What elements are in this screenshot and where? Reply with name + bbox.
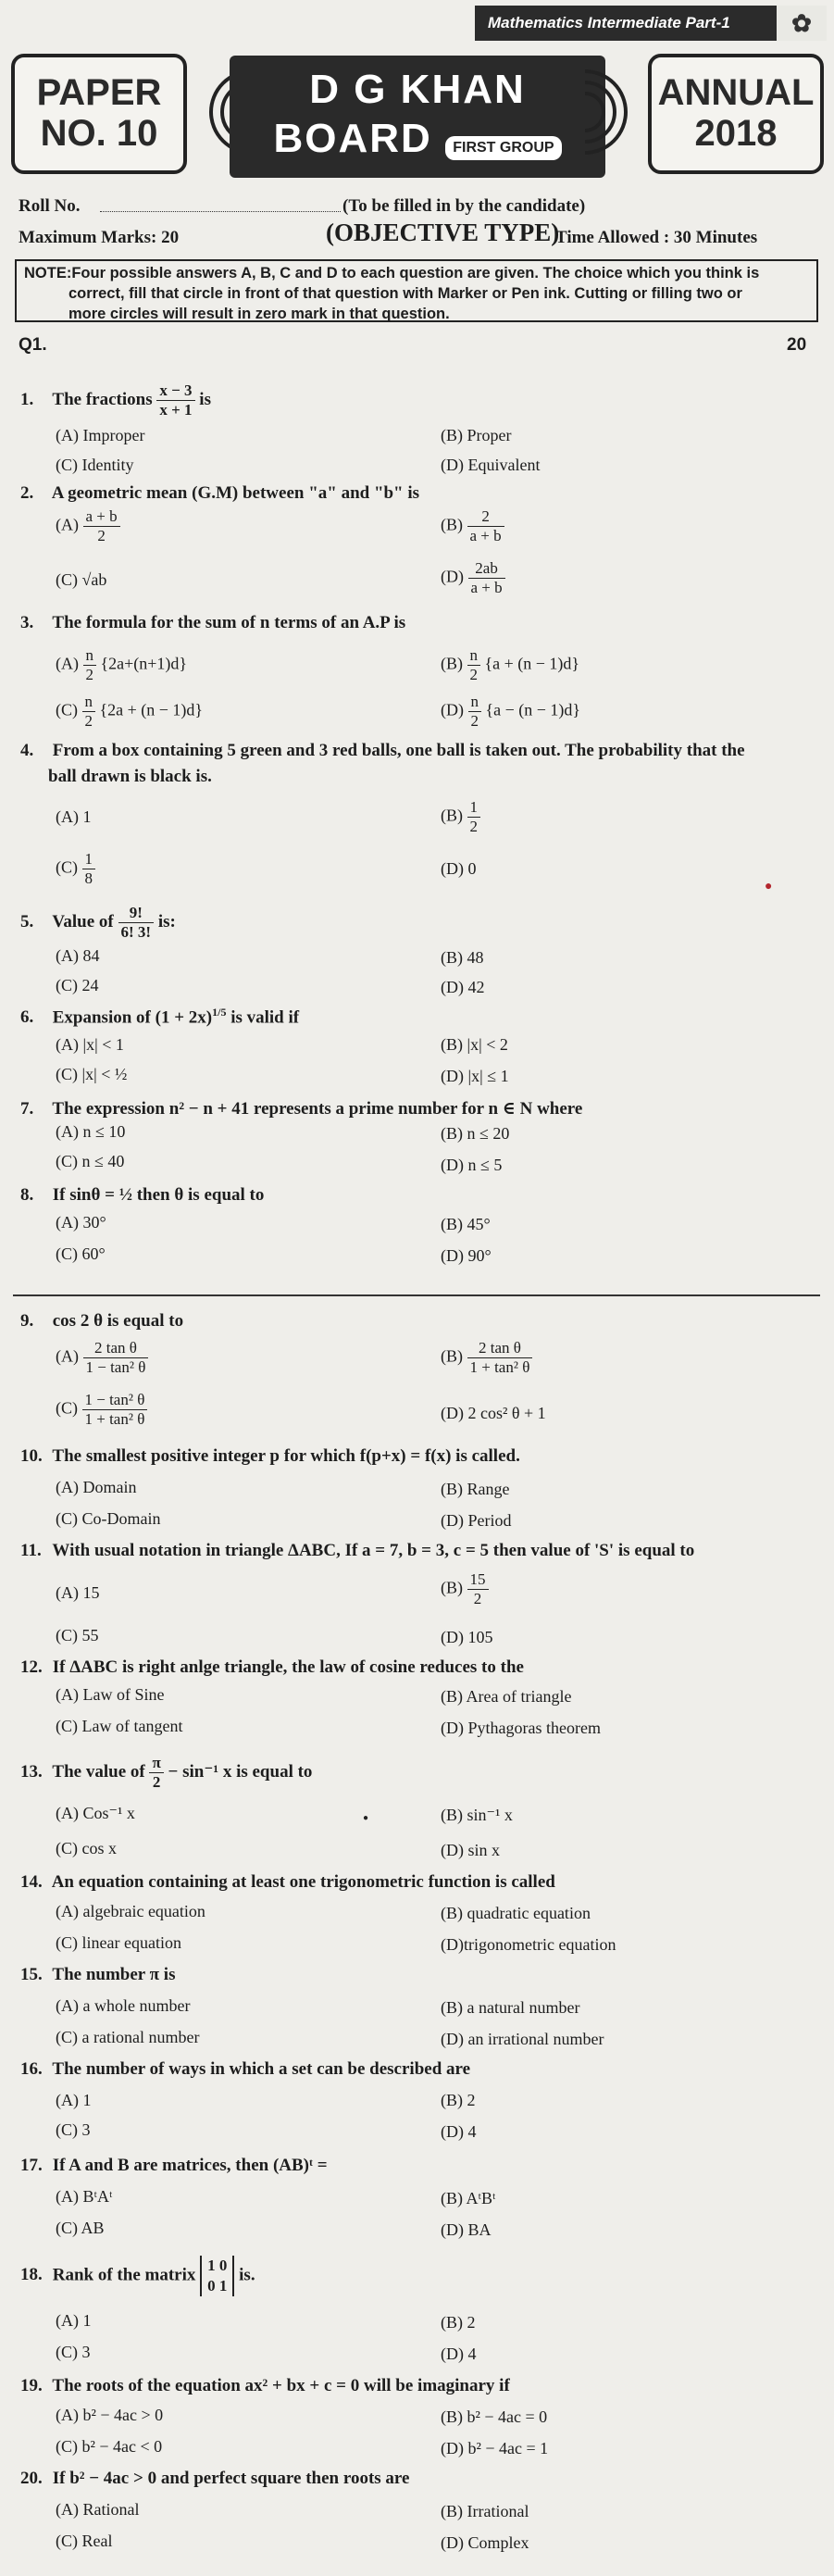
- question-4: [20, 741, 745, 761]
- option-d[interactable]: (D) Complex: [441, 2533, 529, 2552]
- option-letter: (C): [56, 700, 78, 719]
- option-letter: (B): [441, 1578, 463, 1597]
- option-a[interactable]: (A) 30°: [56, 1213, 106, 1232]
- option-b[interactable]: (B) 2: [441, 2091, 476, 2109]
- option-c[interactable]: [56, 850, 95, 888]
- option-d[interactable]: (D) |x| ≤ 1: [441, 1067, 509, 1085]
- question-number: 17.: [20, 2156, 43, 2175]
- option-a[interactable]: (A) Improper: [56, 426, 145, 444]
- question-2: [20, 483, 419, 504]
- fraction-numerator: 15: [467, 1570, 489, 1590]
- option-letter: (B): [441, 654, 463, 673]
- annual-year: 2018: [694, 113, 778, 154]
- option-a[interactable]: [56, 1339, 148, 1377]
- option-a[interactable]: (A) Domain: [56, 1478, 137, 1496]
- option-b[interactable]: [441, 1339, 532, 1377]
- option-d[interactable]: (D) BA: [441, 2220, 492, 2239]
- question-11: [20, 1541, 694, 1561]
- rings-right-icon: [585, 61, 650, 163]
- option-a[interactable]: (A) 84: [56, 946, 100, 965]
- option-b[interactable]: (B) Proper: [441, 426, 512, 444]
- option-a[interactable]: (A) b² − 4ac > 0: [56, 2406, 164, 2424]
- fraction-denominator: 2: [152, 1773, 161, 1791]
- option-b[interactable]: (B) 2: [441, 2313, 476, 2332]
- option-b[interactable]: (B) 45°: [441, 1215, 491, 1233]
- question-10: [20, 1446, 520, 1467]
- option-b[interactable]: [441, 1570, 489, 1608]
- note-line: correct, fill that circle in front of that question with Marker or Pen ink. Cutting or filling two or: [68, 285, 742, 302]
- option-letter: (A): [56, 515, 79, 534]
- fraction-numerator: π: [149, 1754, 163, 1773]
- option-letter: (B): [441, 1346, 463, 1366]
- option-letter: (A): [56, 1346, 79, 1366]
- option-b[interactable]: (B) n ≤ 20: [441, 1124, 510, 1143]
- option-c[interactable]: (C) 60°: [56, 1244, 106, 1263]
- note-line: NOTE:Four possible answers A, B, C and D to each question are given. The choice which you think is: [24, 265, 760, 281]
- subject-tab-label: Mathematics Intermediate Part-1: [488, 14, 730, 31]
- section-divider: [13, 1294, 820, 1296]
- board-banner: [230, 56, 605, 178]
- option-text: {a − (n − 1)d}: [485, 700, 581, 719]
- option-d[interactable]: [441, 693, 580, 731]
- option-a[interactable]: (A) |x| < 1: [56, 1035, 124, 1054]
- subject-tab: [475, 6, 827, 41]
- question-text: If A and B are matrices, then (AB)ᵗ =: [52, 2156, 328, 2175]
- option-d[interactable]: [441, 559, 505, 597]
- option-d[interactable]: (D) 2 cos² θ + 1: [441, 1404, 546, 1422]
- matrix-row: 0 1: [207, 2277, 228, 2295]
- fraction-numerator: 9!: [118, 904, 155, 923]
- option-d[interactable]: (D) 42: [441, 978, 485, 996]
- fraction-denominator: 1 − tan² θ: [85, 1358, 146, 1376]
- option-b[interactable]: (B) AᵗBᵗ: [441, 2189, 496, 2207]
- question-text: Rank of the matrix: [52, 2265, 196, 2285]
- question-text: The smallest positive integer p for which f(p+x) = f(x) is called.: [52, 1446, 520, 1466]
- fraction-numerator: 2 tan θ: [467, 1339, 533, 1358]
- option-b[interactable]: [441, 646, 579, 684]
- fraction-numerator: a + b: [83, 507, 120, 527]
- exponent: 1/5: [212, 1006, 227, 1019]
- option-b[interactable]: [441, 507, 504, 545]
- option-letter: (B): [441, 515, 463, 534]
- option-b[interactable]: (B) b² − 4ac = 0: [441, 2407, 548, 2426]
- question-text: An equation containing at least one trigonometric function is called: [51, 1872, 555, 1892]
- question-number: 5.: [20, 911, 34, 932]
- question-number: 8.: [20, 1185, 34, 1205]
- candidate-note: (To be filled in by the candidate): [342, 196, 586, 216]
- fraction-denominator: 2: [97, 527, 106, 544]
- option-a[interactable]: (A) 1: [56, 807, 92, 826]
- fraction-denominator: 2: [85, 666, 93, 683]
- paper-number: NO. 10: [40, 113, 158, 154]
- fraction-denominator: 1 + tan² θ: [84, 1410, 145, 1428]
- question-text: The fractions: [52, 389, 153, 409]
- option-a[interactable]: [56, 646, 187, 684]
- option-d[interactable]: (D) 105: [441, 1628, 493, 1646]
- question-text-tail: is:: [157, 911, 176, 932]
- question-label: Q1.: [19, 335, 47, 355]
- option-letter: (D): [441, 700, 464, 719]
- question-19: [20, 2376, 510, 2396]
- question-text-tail: is: [199, 389, 211, 409]
- option-b[interactable]: (B) Irrational: [441, 2502, 529, 2520]
- option-c[interactable]: (C) 55: [56, 1626, 99, 1644]
- question-number: 3.: [20, 613, 34, 632]
- option-c[interactable]: (C) Law of tangent: [56, 1717, 183, 1735]
- question-number: 9.: [20, 1311, 34, 1331]
- option-c[interactable]: (C) AB: [56, 2219, 105, 2237]
- fraction-numerator: 2ab: [468, 559, 505, 579]
- fraction-numerator: n: [467, 646, 481, 666]
- option-b[interactable]: (B) Area of triangle: [441, 1687, 572, 1706]
- option-c[interactable]: (C) linear equation: [56, 1933, 181, 1952]
- question-text: cos 2 θ is equal to: [52, 1311, 184, 1331]
- fraction-numerator: 2: [467, 507, 504, 527]
- question-text: The formula for the sum of n terms of an A.P is: [52, 613, 406, 632]
- annual-label: ANNUAL: [657, 72, 815, 113]
- option-b[interactable]: (B) |x| < 2: [441, 1035, 508, 1054]
- option-c[interactable]: (C) a rational number: [56, 2028, 200, 2046]
- option-letter: (B): [441, 806, 463, 825]
- option-b[interactable]: (B) sin⁻¹ x: [441, 1806, 513, 1824]
- question-13: [20, 1754, 312, 1792]
- option-text: {2a + (n − 1)d}: [99, 700, 204, 719]
- option-d[interactable]: (D) sin x: [441, 1841, 500, 1859]
- board-name: D G KHAN: [309, 67, 526, 112]
- option-d[interactable]: (D) 4: [441, 2345, 477, 2363]
- question-14: [20, 1872, 555, 1893]
- question-text: The roots of the equation ax² + bx + c = 0 will be imaginary if: [52, 2376, 510, 2395]
- option-d[interactable]: (D) 90°: [441, 1246, 492, 1265]
- option-c[interactable]: (C) Co-Domain: [56, 1509, 161, 1528]
- option-d[interactable]: (D) an irrational number: [441, 2030, 604, 2048]
- option-c[interactable]: (C) cos x: [56, 1839, 117, 1857]
- option-letter: (D): [441, 567, 464, 586]
- board-label: BOARD: [273, 116, 432, 161]
- fraction-denominator: 1 + tan² θ: [469, 1358, 530, 1376]
- fraction-denominator: a + b: [469, 527, 502, 544]
- option-c[interactable]: (C) 3: [56, 2120, 91, 2139]
- paper-label: PAPER: [36, 72, 162, 113]
- option-a[interactable]: [56, 507, 120, 545]
- question-text: From a box containing 5 green and 3 red balls, one ball is taken out. The probability that the: [52, 741, 745, 760]
- option-a[interactable]: (A) 1: [56, 2311, 92, 2330]
- question-text-tail: is valid if: [230, 1007, 300, 1028]
- note-line: more circles will result in zero mark in that question.: [68, 306, 450, 322]
- option-letter: (C): [56, 1398, 78, 1418]
- fraction-numerator: n: [468, 693, 482, 712]
- option-a[interactable]: (A) Rational: [56, 2500, 140, 2519]
- question-text: The number of ways in which a set can be described are: [52, 2059, 471, 2079]
- question-6: [20, 1006, 299, 1028]
- question-number: 20.: [20, 2469, 43, 2488]
- question-number: 1.: [20, 389, 34, 409]
- question-number: 13.: [20, 1761, 43, 1782]
- question-text-continued: ball drawn is black is.: [48, 767, 212, 786]
- option-text: {a + (n − 1)d}: [484, 654, 580, 673]
- option-a[interactable]: (A) n ≤ 10: [56, 1122, 126, 1141]
- question-text: The value of: [52, 1761, 145, 1782]
- question-number: 10.: [20, 1446, 43, 1466]
- matrix-row: 1 0: [207, 2257, 228, 2274]
- option-a[interactable]: (A) Cos⁻¹ x: [56, 1804, 135, 1822]
- roll-no-label: Roll No.: [19, 196, 81, 216]
- question-9: [20, 1311, 183, 1332]
- question-text-tail: is.: [239, 2265, 255, 2285]
- question-20: [20, 2469, 409, 2489]
- option-d[interactable]: (D) Period: [441, 1511, 512, 1530]
- option-letter: (A): [56, 654, 79, 673]
- option-d[interactable]: (D)trigonometric equation: [441, 1935, 616, 1954]
- question-text: Value of: [52, 911, 114, 932]
- fraction-numerator: 2 tan θ: [83, 1339, 149, 1358]
- question-number: 2.: [20, 483, 34, 503]
- option-a[interactable]: (A) BᵗAᵗ: [56, 2187, 113, 2206]
- question-5: [20, 904, 176, 942]
- fraction-numerator: 1 − tan² θ: [82, 1391, 148, 1410]
- question-text: The number π is: [52, 1965, 176, 1984]
- question-number: 14.: [20, 1872, 43, 1892]
- annual-box: [648, 54, 824, 174]
- option-d[interactable]: (D) Equivalent: [441, 456, 541, 474]
- fraction-denominator: 2: [469, 818, 478, 835]
- question-number: 16.: [20, 2059, 43, 2079]
- question-number: 19.: [20, 2376, 43, 2395]
- question-number: 15.: [20, 1965, 43, 1984]
- total-marks: 20: [787, 335, 807, 355]
- fraction-numerator: x − 3: [156, 381, 194, 401]
- question-text: If b² − 4ac > 0 and perfect square then roots are: [52, 2469, 410, 2488]
- option-b[interactable]: (B) quadratic equation: [441, 1904, 591, 1922]
- fraction-denominator: x + 1: [159, 401, 193, 419]
- paper-type: (OBJECTIVE TYPE): [326, 219, 560, 246]
- option-a[interactable]: (A) algebraic equation: [56, 1902, 205, 1920]
- question-number: 18.: [20, 2265, 43, 2285]
- option-d[interactable]: (D) 4: [441, 2122, 477, 2141]
- option-a[interactable]: (A) a whole number: [56, 1996, 191, 2015]
- question-number: 4.: [20, 741, 34, 760]
- paper-header: [11, 54, 824, 193]
- option-c[interactable]: (C) |x| < ½: [56, 1065, 128, 1083]
- fraction-denominator: 2: [469, 666, 478, 683]
- option-c[interactable]: (C) n ≤ 40: [56, 1152, 125, 1170]
- option-c[interactable]: [56, 693, 203, 731]
- fraction-numerator: 1: [82, 850, 96, 869]
- question-text: The expression n² − n + 41 represents a prime number for n ∈ N where: [52, 1099, 583, 1119]
- fraction-denominator: 2: [470, 712, 479, 730]
- question-text: If ΔABC is right anlge triangle, the law of cosine reduces to the: [52, 1657, 524, 1677]
- option-a[interactable]: (A) 15: [56, 1583, 100, 1602]
- group-badge: FIRST GROUP: [445, 136, 561, 160]
- question-number: 6.: [20, 1007, 34, 1028]
- option-d[interactable]: (D) Pythagoras theorem: [441, 1719, 601, 1737]
- option-a[interactable]: (A) Law of Sine: [56, 1685, 165, 1704]
- roll-no-line: [100, 211, 341, 212]
- fraction-numerator: 1: [467, 798, 481, 818]
- instructions-note: [15, 259, 818, 322]
- fraction-numerator: n: [82, 693, 96, 712]
- fraction-denominator: a + b: [470, 579, 503, 596]
- question-8: [20, 1185, 264, 1206]
- question-number: 7.: [20, 1099, 34, 1119]
- option-letter: (C): [56, 857, 78, 877]
- question-text: A geometric mean (G.M) between "a" and "b" is: [51, 483, 420, 503]
- option-c[interactable]: (C) 24: [56, 976, 99, 994]
- question-1: [20, 381, 211, 419]
- question-7: [20, 1098, 582, 1119]
- option-c[interactable]: [56, 1391, 147, 1429]
- option-d[interactable]: (D) b² − 4ac = 1: [441, 2439, 549, 2457]
- option-text: {2a+(n+1)d}: [100, 654, 188, 673]
- fraction-denominator: 6! 3!: [120, 923, 152, 941]
- question-18: [20, 2256, 255, 2296]
- option-b[interactable]: (B) Range: [441, 1480, 510, 1498]
- option-b[interactable]: (B) a natural number: [441, 1998, 580, 2017]
- option-b[interactable]: (B) 48: [441, 948, 484, 967]
- option-d[interactable]: (D) n ≤ 5: [441, 1156, 503, 1174]
- option-a[interactable]: (A) 1: [56, 2091, 92, 2109]
- question-number: 12.: [20, 1657, 43, 1677]
- question-text: With usual notation in triangle ΔABC, If a = 7, b = 3, c = 5 then value of 'S' is equal to: [52, 1541, 695, 1560]
- matrix: [200, 2256, 234, 2296]
- option-d[interactable]: (D) 0: [441, 859, 477, 878]
- option-b[interactable]: [441, 798, 480, 836]
- option-c[interactable]: (C) Identity: [56, 456, 134, 474]
- time-allowed: Time Allowed : 30 Minutes: [555, 228, 758, 247]
- marker-dot-icon: ●: [765, 878, 773, 893]
- question-3: [20, 613, 405, 633]
- fraction-denominator: 2: [473, 1590, 482, 1607]
- question-text-tail: − sin⁻¹ x is equal to: [168, 1761, 313, 1782]
- question-12: [20, 1657, 524, 1678]
- question-text: If sinθ = ½ then θ is equal to: [52, 1185, 265, 1205]
- paper-number-box: [11, 54, 187, 174]
- question-17: [20, 2156, 328, 2176]
- fraction-denominator: 8: [84, 869, 93, 887]
- marker-dot-icon: ●: [363, 1813, 369, 1823]
- flower-ornament-icon: ✿: [777, 6, 827, 41]
- question-15: [20, 1965, 175, 1985]
- question-16: [20, 2059, 470, 2080]
- fraction-numerator: n: [83, 646, 97, 666]
- option-c[interactable]: (C) Real: [56, 2532, 113, 2550]
- question-number: 11.: [20, 1541, 42, 1560]
- option-c[interactable]: (C) b² − 4ac < 0: [56, 2437, 163, 2456]
- option-c[interactable]: (C) 3: [56, 2343, 91, 2361]
- option-c[interactable]: (C) √ab: [56, 570, 107, 589]
- max-marks: Maximum Marks: 20: [19, 228, 180, 247]
- question-text: Expansion of (1 + 2x): [52, 1007, 213, 1028]
- fraction-denominator: 2: [84, 712, 93, 730]
